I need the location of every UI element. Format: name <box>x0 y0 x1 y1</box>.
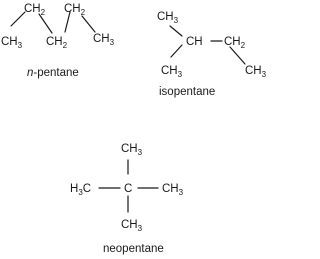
n-pentane-caption: n-pentane <box>27 67 79 79</box>
n-pentane-ch2-top-left: $CH_2$ <box>24 3 46 17</box>
isopentane-ch3-bottom-right: $CH_3$ <box>245 65 267 79</box>
isopentane-ch: CH <box>186 36 203 48</box>
neopentane-caption: neopentane <box>103 243 164 255</box>
n-pentane-bond-3 <box>65 12 70 32</box>
isopentane-bond-lower-methyl <box>171 45 182 57</box>
n-pentane-structure <box>1 3 115 79</box>
neopentane-structure <box>70 143 184 255</box>
neopentane-ch3-bottom: $CH_3$ <box>121 219 143 233</box>
n-pentane-bond-4 <box>82 16 95 32</box>
isopentane-bond-upper-methyl <box>170 26 182 36</box>
neopentane-ch3-top: $CH_3$ <box>121 143 143 157</box>
isopentane-caption: isopentane <box>159 86 216 98</box>
n-pentane-ch2-top-right: $CH_2$ <box>64 3 86 17</box>
neopentane-h3c-left: $H_3C$ <box>70 183 92 197</box>
isopentane-ch2: $CH_2$ <box>224 36 246 50</box>
n-pentane-bond-1 <box>11 12 25 26</box>
neopentane-ch3-right: $CH_3$ <box>162 183 184 197</box>
isopentane-structure <box>157 11 267 98</box>
isopentane-ch3-bottom-left: $CH_3$ <box>161 65 183 79</box>
isopentane-ch3-top: $CH_3$ <box>157 11 179 25</box>
n-pentane-ch3-left: $CH_3$ <box>1 36 23 50</box>
n-pentane-ch2-bottom: $CH_2$ <box>46 36 68 50</box>
neopentane-central-c: C <box>124 183 133 195</box>
n-pentane-ch3-right: $CH_3$ <box>93 33 115 47</box>
